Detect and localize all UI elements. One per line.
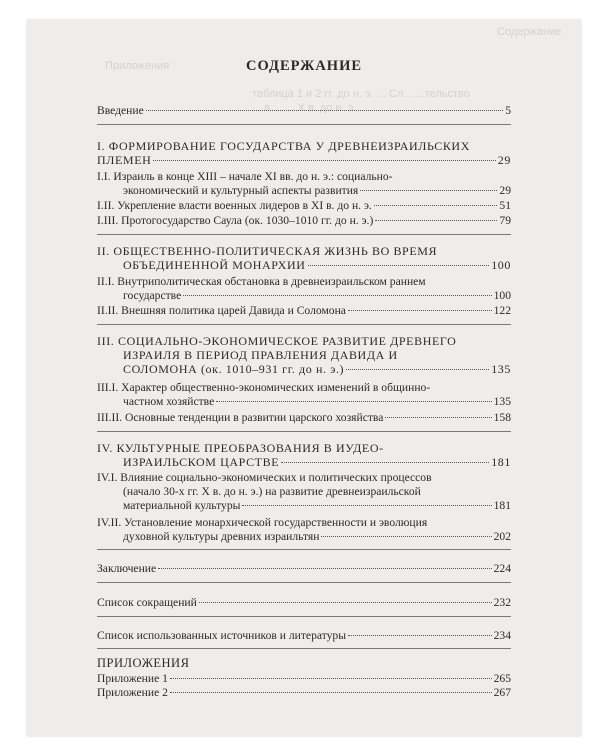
toc-section-1-1[interactable] — [97, 170, 511, 198]
toc-page-number: 232 — [493, 596, 511, 609]
toc-section-2-2[interactable] — [97, 304, 511, 318]
toc-chapter-2[interactable] — [97, 244, 511, 272]
toc-entry-title-line: I. ФОРМИРОВАНИЕ ГОСУДАРСТВА У ДРЕВНЕИЗРАИЛЬСКИХ — [97, 139, 470, 153]
toc-entry-title-line: II. ОБЩЕСТВЕННО-ПОЛИТИЧЕСКАЯ ЖИЗНЬ ВО ВРЕМЯ — [97, 244, 438, 258]
section-divider — [97, 616, 511, 617]
toc-page-number: 265 — [493, 672, 511, 685]
toc-entry-title-line: (начало 30-х гг. X в. до н. э.) на развитие древнеизраильской — [123, 485, 421, 498]
appendices-heading: ПРИЛОЖЕНИЯ — [97, 656, 190, 670]
toc-entry-title-line: II.I. Внутриполитическая обстановка в древнеизраильском раннем — [97, 275, 426, 288]
dot-leader — [281, 462, 489, 463]
toc-entry-appendix-1[interactable] — [97, 672, 511, 686]
dot-leader — [321, 536, 491, 537]
bleed-through-text: ... в ... ... X в. до н. э. — [252, 102, 357, 114]
toc-entry-title-line: частном хозяйстве — [123, 395, 215, 408]
toc-section-3-2[interactable] — [97, 411, 511, 425]
dot-leader — [199, 602, 492, 603]
dot-leader — [242, 505, 491, 506]
toc-page-number: 135 — [491, 362, 511, 376]
toc-entry-title-line: III. СОЦИАЛЬНО-ЭКОНОМИЧЕСКОЕ РАЗВИТИЕ ДРЕВНЕГО — [97, 334, 457, 348]
toc-page-number: 29 — [497, 153, 511, 167]
toc-entry-title-line: СОЛОМОНА (ок. 1010–931 гг. до н. э.) — [123, 362, 345, 376]
toc-entry-appendix-2[interactable] — [97, 686, 511, 700]
toc-entry-conclusion[interactable] — [97, 562, 511, 576]
toc-entry-title-line: государстве — [123, 289, 182, 302]
toc-chapter-4[interactable] — [97, 441, 511, 469]
dot-leader — [308, 265, 490, 266]
toc-entry-title-line: ОБЪЕДИНЕННОЙ МОНАРХИИ — [123, 258, 306, 272]
book-page — [27, 20, 581, 736]
toc-chapter-3[interactable] — [97, 334, 511, 376]
toc-entry-title-line: материальной культуры — [123, 499, 241, 512]
toc-entry-title: Список использованных источников и литературы — [97, 629, 347, 642]
toc-page-number: 100 — [491, 258, 511, 272]
toc-entry-title-line: IV.I. Влияние социально-экономических и политических процессов — [97, 471, 432, 484]
toc-section-1-2[interactable] — [97, 199, 511, 213]
dot-leader — [170, 678, 492, 679]
dot-leader — [348, 635, 492, 636]
toc-entry-title: Список сокращений — [97, 596, 197, 609]
toc-entry-intro[interactable] — [97, 104, 511, 118]
dot-leader — [374, 205, 498, 206]
toc-entry-title-line: I.I. Израиль в конце XIII – начале XI вв. до н. э.: социально- — [97, 170, 393, 183]
toc-page-number: 79 — [499, 214, 511, 227]
toc-page-number: 51 — [499, 199, 511, 212]
section-divider — [97, 431, 511, 432]
dot-leader — [153, 160, 495, 161]
toc-entry-title-line: экономический и культурный аспекты развития — [123, 184, 359, 197]
toc-page-number: 135 — [493, 395, 511, 408]
bleed-through-text: таблица 1 и 2 гг. до н. э. ... Сл... ...тельство — [252, 88, 470, 100]
toc-entry-title: I.III. Протогосударство Саула (ок. 1030–1010 гг. до н. э.) — [97, 214, 374, 227]
toc-entry-title: I.II. Укрепление власти военных лидеров в XI в. до н. э. — [97, 199, 372, 212]
toc-section-1-3[interactable] — [97, 214, 511, 228]
toc-page-number: 5 — [505, 104, 511, 117]
toc-entry-title: Приложение 1 — [97, 672, 168, 685]
dot-leader — [170, 692, 492, 693]
toc-page-number: 267 — [493, 686, 511, 699]
toc-section-4-1[interactable] — [97, 471, 511, 513]
bleed-through-text: Приложения — [105, 60, 170, 72]
toc-entry-title: Приложение 2 — [97, 686, 168, 699]
toc-page-number: 202 — [493, 530, 511, 543]
dot-leader — [158, 568, 491, 569]
dot-leader — [146, 110, 503, 111]
dot-leader — [346, 369, 489, 370]
section-divider — [97, 582, 511, 583]
toc-entry-abbreviations[interactable] — [97, 596, 511, 610]
toc-page-number: 224 — [493, 562, 511, 575]
toc-entry-sources[interactable] — [97, 629, 511, 643]
toc-page-number: 181 — [493, 499, 511, 512]
toc-section-2-1[interactable] — [97, 275, 511, 303]
toc-entry-title-line: IV.II. Установление монархической государственности и эволюция — [97, 516, 428, 529]
toc-entry-title: Заключение — [97, 562, 157, 575]
section-divider — [97, 324, 511, 325]
section-divider — [97, 549, 511, 550]
page-title: СОДЕРЖАНИЕ — [245, 58, 363, 74]
toc-section-4-2[interactable] — [97, 516, 511, 544]
toc-page-number: 122 — [493, 304, 511, 317]
toc-entry-title-line: духовной культуры древних израильтян — [123, 530, 320, 543]
dot-leader — [385, 417, 491, 418]
toc-entry-title-line: ПЛЕМЕН — [97, 153, 152, 167]
toc-entry-title-line: ИЗРАИЛЯ В ПЕРИОД ПРАВЛЕНИЯ ДАВИДА И — [123, 348, 398, 362]
bleed-through-header: Содержание — [497, 26, 562, 38]
toc-entry-title: Введение — [97, 104, 144, 117]
section-divider — [97, 234, 511, 235]
dot-leader — [360, 190, 497, 191]
toc-page-number: 234 — [493, 629, 511, 642]
toc-entry-title-line: ИЗРАИЛЬСКОМ ЦАРСТВЕ — [123, 455, 280, 469]
toc-section-3-1[interactable] — [97, 381, 511, 409]
dot-leader — [183, 295, 491, 296]
toc-entry-title-line: III.I. Характер общественно-экономических изменений в общинно- — [97, 381, 431, 394]
section-divider — [97, 124, 511, 125]
section-divider — [97, 648, 511, 649]
dot-leader — [348, 310, 492, 311]
toc-page-number: 158 — [493, 411, 511, 424]
toc-page-number: 181 — [491, 455, 511, 469]
toc-page-number: 100 — [493, 289, 511, 302]
toc-chapter-1[interactable] — [97, 139, 511, 167]
toc-page-number: 29 — [499, 184, 511, 197]
toc-entry-title: II.II. Внешняя политика царей Давида и Соломона — [97, 304, 346, 317]
dot-leader — [375, 220, 497, 221]
toc-entry-title: III.II. Основные тенденции в развитии царского хозяйства — [97, 411, 384, 424]
dot-leader — [216, 401, 491, 402]
toc-entry-title-line: IV. КУЛЬТУРНЫЕ ПРЕОБРАЗОВАНИЯ В ИУДЕО- — [97, 441, 384, 455]
